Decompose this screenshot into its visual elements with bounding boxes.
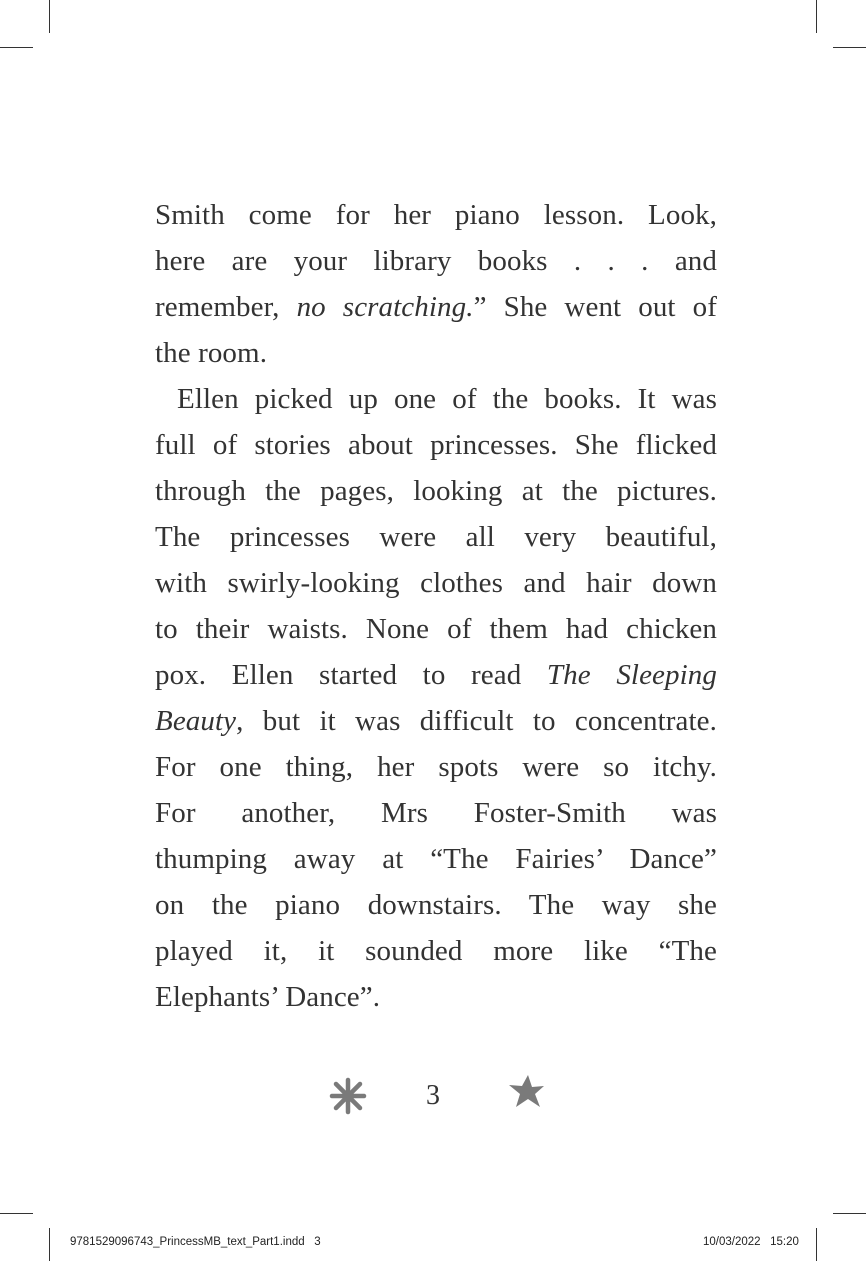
crop-mark-bottom-left [49,1228,50,1261]
text-run: ” She went out of [473,291,717,323]
crop-mark-top-right-h [833,47,866,48]
text-run: pox. Ellen started to read [155,659,547,691]
text-run: with swirly-looking clothes and hair down [155,567,717,599]
text-run: For another, Mrs Foster-Smith was [155,797,717,829]
text-line [155,468,717,514]
italic-text: no scratching. [296,291,474,323]
text-line [155,698,717,744]
text-run: , but it was difficult to concentrate. [236,705,717,737]
text-line [155,560,717,606]
text-run: Ellen picked up one of the books. It was [177,383,717,415]
sparkle-icon [327,1076,369,1116]
text-line [155,606,717,652]
slug-file-label: 9781529096743_PrincessMB_text_Part1.indd 3 [70,1236,321,1248]
text-line [155,652,717,698]
text-run: through the pages, looking at the pictures. [155,475,717,507]
text-run: The princesses were all very beautiful, [155,521,717,553]
italic-text: The Sleeping [546,659,717,691]
text-line [155,192,717,238]
text-line [155,514,717,560]
text-line [155,882,717,928]
crop-mark-bottom-right [816,1228,817,1261]
text-run: full of stories about princesses. She flicked [155,429,717,461]
text-line [155,422,717,468]
text-line [155,376,717,422]
text-line [155,790,717,836]
text-line [155,330,717,376]
text-run: thumping away at “The Fairies’ Dance” [155,843,717,875]
text-line [155,238,717,284]
text-line [155,284,717,330]
text-run: to their waists. None of them had chicken [155,613,717,645]
text-run: here are your library books . . . and [155,245,717,277]
crop-mark-bottom-right-h [833,1213,866,1214]
slug-timestamp: 10/03/2022 15:20 [703,1236,799,1248]
crop-mark-top-right [816,0,817,33]
text-run: played it, it sounded more like “The [155,935,717,967]
text-line [155,974,717,1020]
text-run: Smith come for her piano lesson. Look, [155,199,717,231]
crop-mark-bottom-left-h [0,1213,33,1214]
page-number: 3 [426,1080,440,1111]
text-line [155,836,717,882]
text-run: For one thing, her spots were so itchy. [155,751,717,783]
text-line [155,928,717,974]
star-icon [506,1073,546,1111]
crop-mark-top-left-h [0,47,33,48]
text-run: the room. [155,337,268,369]
text-line [155,744,717,790]
text-run: remember, [155,291,297,323]
text-run: Elephants’ Dance”. [155,981,381,1013]
body-text [155,192,717,1020]
folio [0,1076,866,1116]
italic-text: Beauty [155,705,237,737]
crop-mark-top-left [49,0,50,33]
text-run: on the piano downstairs. The way she [155,889,717,921]
